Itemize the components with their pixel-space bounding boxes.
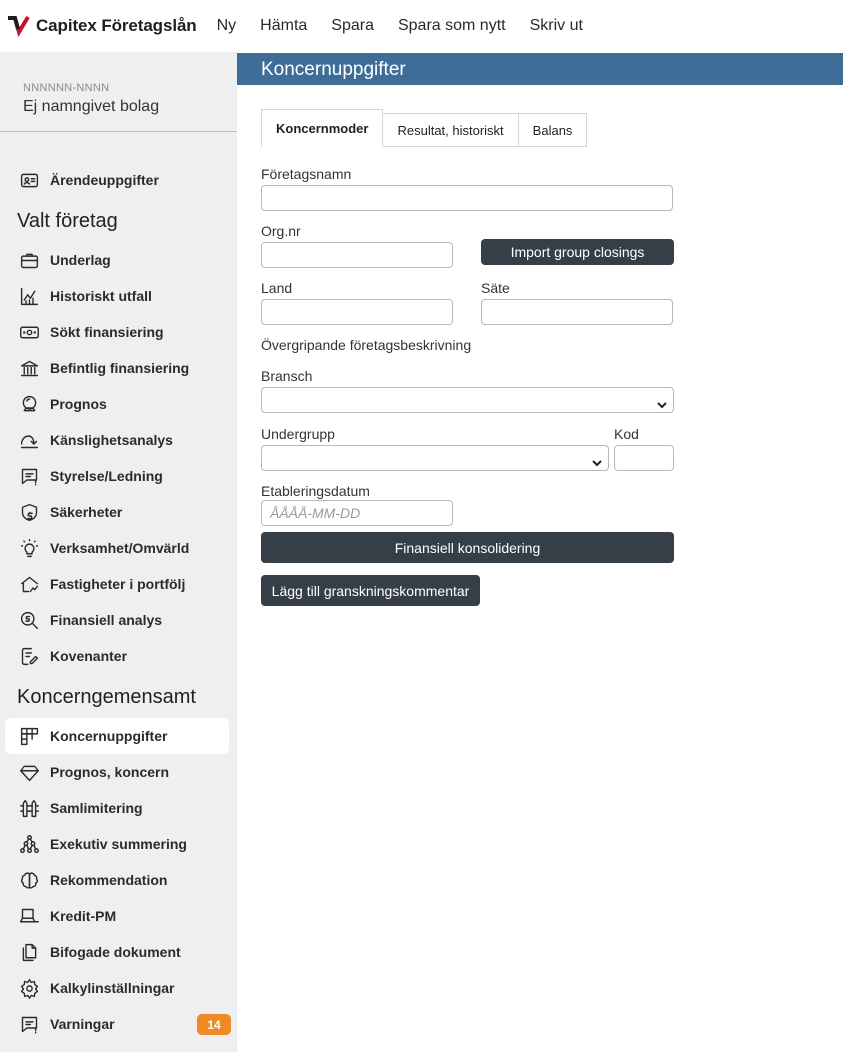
- documents-icon: [18, 941, 40, 963]
- sidebar-item-label: Styrelse/Ledning: [50, 468, 163, 484]
- company-org-nr: NNNNNN-NNNN: [23, 82, 110, 94]
- sidebar-item-label: Bifogade dokument: [50, 944, 181, 960]
- sidebar-item-label: Sökt finansiering: [50, 324, 164, 340]
- house-chart-icon: [18, 573, 40, 595]
- search-dollar-icon: [18, 609, 40, 631]
- top-nav: [217, 17, 607, 35]
- section-valt-foretag: Valt företag: [17, 210, 118, 232]
- sidebar-item-label: Rekommendation: [50, 872, 168, 888]
- top-bar: [0, 0, 843, 52]
- company-name: Ej namngivet bolag: [23, 98, 160, 115]
- sidebar-item-label: Kredit-PM: [50, 908, 117, 924]
- tab-balans[interactable]: Balans: [519, 113, 588, 147]
- tab-bar: [261, 109, 587, 147]
- add-review-comment-button[interactable]: Lägg till granskningskommentar: [261, 575, 480, 606]
- sidebar-item-underlag[interactable]: [5, 242, 229, 278]
- company-name-input[interactable]: [261, 185, 673, 211]
- id-card-icon: [18, 169, 40, 191]
- sidebar-item-sakerheter[interactable]: [5, 494, 229, 530]
- etablering-date-input[interactable]: [261, 500, 453, 526]
- sidebar-item-befintlig-finansiering[interactable]: [5, 350, 229, 386]
- gear-icon: [18, 977, 40, 999]
- app-title: Capitex Företagslån: [36, 16, 197, 35]
- logo-mark-icon: [6, 15, 30, 37]
- sidebar-item-label: Historiskt utfall: [50, 288, 152, 304]
- sidebar-item-rekommendation[interactable]: [5, 862, 229, 898]
- sidebar-item-finansiell-analys[interactable]: [5, 602, 229, 638]
- nav-print[interactable]: Skriv ut: [529, 17, 583, 34]
- document-edit-icon: [18, 645, 40, 667]
- sidebar-item-label: Exekutiv summering: [50, 836, 187, 852]
- warning-message-icon: [18, 1013, 40, 1035]
- sidebar-item-label: Varningar: [50, 1016, 115, 1032]
- sidebar-item-sokt-finansiering[interactable]: [5, 314, 229, 350]
- chevron-down-icon: [657, 396, 667, 406]
- etablering-label: Etableringsdatum: [261, 483, 370, 499]
- keyboard-icon: [18, 905, 40, 927]
- sidebar-item-label: Kovenanter: [50, 648, 128, 664]
- import-group-closings-button[interactable]: Import group closings: [481, 239, 674, 265]
- sidebar-item-historiskt-utfall[interactable]: [5, 278, 229, 314]
- app-logo[interactable]: [6, 15, 197, 37]
- undergrupp-label: Undergrupp: [261, 426, 335, 442]
- sate-label: Säte: [481, 280, 510, 296]
- chevron-down-icon: [592, 454, 602, 464]
- sidebar-item-prognos[interactable]: [5, 386, 229, 422]
- bank-icon: [18, 357, 40, 379]
- sidebar-item-label: Fastigheter i portfölj: [50, 576, 186, 592]
- briefcase-icon: [18, 249, 40, 271]
- org-nr-input[interactable]: [261, 242, 453, 268]
- org-nr-label: Org.nr: [261, 223, 301, 239]
- diamond-icon: [18, 761, 40, 783]
- sidebar-item-label: Prognos: [50, 396, 107, 412]
- undergrupp-select[interactable]: [261, 445, 609, 471]
- arrow-curve-icon: [18, 429, 40, 451]
- kod-label: Kod: [614, 426, 639, 442]
- sidebar-item-label: Säkerheter: [50, 504, 123, 520]
- sidebar-item-styrelse-ledning[interactable]: [5, 458, 229, 494]
- tab-resultat-historiskt[interactable]: Resultat, historiskt: [383, 113, 518, 147]
- nav-save[interactable]: Spara: [331, 17, 374, 34]
- shield-dollar-icon: [18, 501, 40, 523]
- crystal-ball-icon: [18, 393, 40, 415]
- sidebar: [0, 52, 237, 1052]
- group-grid-icon: [18, 725, 40, 747]
- sidebar-item-prognos-koncern[interactable]: [5, 754, 229, 790]
- sidebar-item-koncernuppgifter[interactable]: [5, 718, 229, 754]
- message-alert-icon: [18, 465, 40, 487]
- brain-icon: [18, 869, 40, 891]
- sidebar-item-kalkylinstallningar[interactable]: [5, 970, 229, 1006]
- land-input[interactable]: [261, 299, 453, 325]
- sidebar-item-label: Känslighetsanalys: [50, 432, 173, 448]
- nav-fetch[interactable]: Hämta: [260, 17, 308, 34]
- sidebar-item-exekutiv-summering[interactable]: [5, 826, 229, 862]
- sidebar-item-label: Koncernuppgifter: [50, 728, 168, 744]
- page-title: Koncernuppgifter: [237, 53, 843, 85]
- sidebar-item-kanslighetsanalys[interactable]: [5, 422, 229, 458]
- kod-input[interactable]: [614, 445, 674, 471]
- sidebar-item-samlimitering[interactable]: [5, 790, 229, 826]
- sidebar-item-label: Ärendeuppgifter: [50, 172, 159, 188]
- sidebar-item-fastigheter[interactable]: [5, 566, 229, 602]
- sidebar-item-verksamhet-omvarld[interactable]: [5, 530, 229, 566]
- tab-koncernmoder[interactable]: Koncernmoder: [261, 109, 383, 147]
- sidebar-item-label: Kalkylinställningar: [50, 980, 175, 996]
- company-info: [0, 52, 237, 132]
- land-label: Land: [261, 280, 293, 296]
- section-koncerngemensamt: Koncerngemensamt: [17, 686, 196, 708]
- sidebar-item-label: Underlag: [50, 252, 111, 268]
- sidebar-item-label: Befintlig finansiering: [50, 360, 190, 376]
- nav-new[interactable]: Ny: [216, 17, 237, 34]
- bransch-select[interactable]: [261, 387, 674, 413]
- financial-consolidation-button[interactable]: Finansiell konsolidering: [261, 532, 674, 563]
- sidebar-item-label: Finansiell analys: [50, 612, 163, 628]
- chart-icon: [18, 285, 40, 307]
- sidebar-item-varningar[interactable]: [5, 1006, 229, 1042]
- sidebar-item-label: Prognos, koncern: [50, 764, 170, 780]
- sidebar-item-label: Samlimitering: [50, 800, 143, 816]
- sidebar-item-kovenanter[interactable]: [5, 638, 229, 674]
- sidebar-item-kredit-pm[interactable]: [5, 898, 229, 934]
- company-name-label: Företagsnamn: [261, 166, 352, 182]
- sate-input[interactable]: [481, 299, 673, 325]
- sidebar-item-label: Verksamhet/Omvärld: [50, 540, 190, 556]
- warnings-count-badge: 14: [197, 1014, 231, 1035]
- lightbulb-icon: [18, 537, 40, 559]
- nav-save-as-new[interactable]: Spara som nytt: [397, 17, 506, 34]
- description-heading: Övergripande företagsbeskrivning: [261, 337, 472, 353]
- fence-icon: [18, 797, 40, 819]
- hierarchy-icon: [18, 833, 40, 855]
- sidebar-item-arendeuppgifter[interactable]: [5, 162, 229, 198]
- money-icon: [18, 321, 40, 343]
- bransch-label: Bransch: [261, 368, 313, 384]
- sidebar-item-bifogade-dokument[interactable]: [5, 934, 229, 970]
